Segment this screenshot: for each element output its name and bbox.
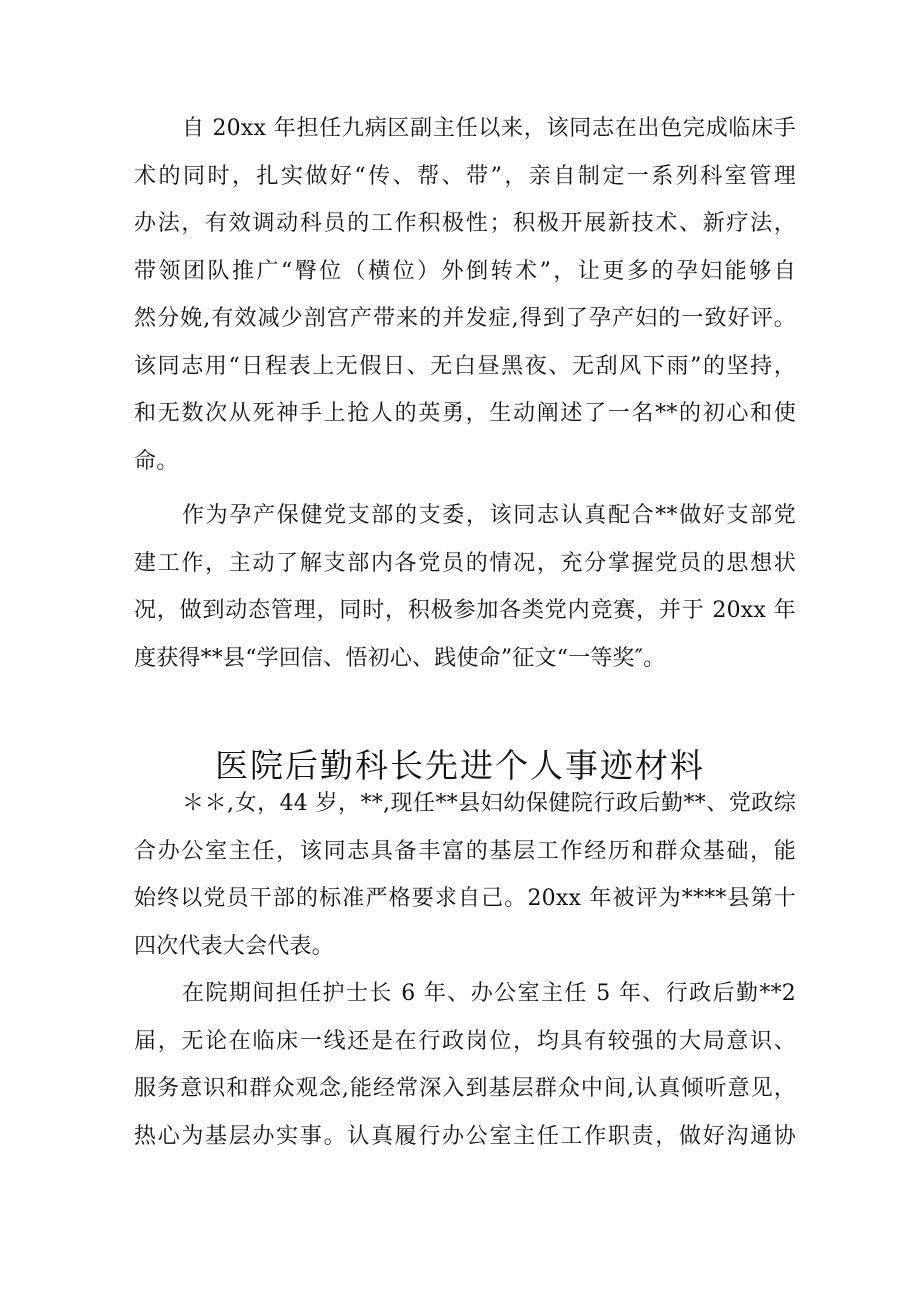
paragraph-line: 始终以党员干部的标准严格要求自己。20xx 年被评为****县第十 bbox=[134, 886, 796, 911]
paragraph-3 bbox=[134, 780, 796, 970]
paragraph-4 bbox=[134, 970, 796, 1160]
paragraph-line: 届，无论在临床一线还是在行政岗位，均具有较强的大局意识、 bbox=[134, 1028, 796, 1054]
paragraph-line: 建工作，主动了解支部内各党员的情况，充分掌握党员的思想状 bbox=[134, 550, 796, 576]
paragraph-line: 服务意识和群众观念,能经常深入到基层群众中间,认真倾听意见， bbox=[134, 1076, 796, 1101]
paragraph-line: 作为孕产保健党支部的支委，该同志认真配合**做好支部党 bbox=[182, 503, 796, 528]
paragraph-line: 热心为基层办实事。认真履行办公室主任工作职责，做好沟通协 bbox=[134, 1123, 796, 1149]
paragraph-2 bbox=[134, 492, 796, 682]
paragraph-line: 四次代表大会代表。 bbox=[134, 933, 334, 959]
paragraph-line: 在院期间担任护士长 6 年、办公室主任 5 年、行政后勤**2 bbox=[182, 981, 796, 1006]
paragraph-line: 带领团队推广“臀位（横位）外倒转术”，让更多的孕妇能够自 bbox=[134, 258, 796, 284]
paragraph-line: 然分娩,有效减少剖宫产带来的并发症,得到了孕产妇的一致好评。 bbox=[134, 306, 796, 331]
paragraph-line: 况，做到动态管理，同时，积极参加各类党内竞赛，并于 20xx 年 bbox=[134, 598, 796, 623]
paragraph-1 bbox=[134, 105, 796, 485]
paragraph-line: 命。 bbox=[134, 448, 179, 474]
paragraph-line: 自 20xx 年担任九病区副主任以来，该同志在出色完成临床手 bbox=[182, 116, 796, 141]
paragraph-line: 办法，有效调动科员的工作积极性；积极开展新技术、新疗法， bbox=[134, 211, 796, 236]
paragraph-line: 合办公室主任，该同志具备丰富的基层工作经历和群众基础，能 bbox=[134, 838, 796, 864]
document-title: 医院后勤科长先进个人事迹材料 bbox=[215, 746, 705, 786]
paragraph-line: 度获得**县“学回信、悟初心、践使命”征文“一等奖″。 bbox=[134, 645, 666, 671]
paragraph-line: 术的同时，扎实做好“传、帮、带”，亲自制定一系列科室管理 bbox=[134, 163, 796, 189]
paragraph-line: 该同志用“日程表上无假日、无白昼黑夜、无刮风下雨”的坚持， bbox=[134, 353, 796, 379]
paragraph-line: ＊＊,女，44 岁，**,现任**县妇幼保健院行政后勤**、党政综 bbox=[182, 791, 796, 816]
paragraph-line: 和无数次从死神手上抢人的英勇，生动阐述了一名**的初心和使 bbox=[134, 401, 796, 426]
